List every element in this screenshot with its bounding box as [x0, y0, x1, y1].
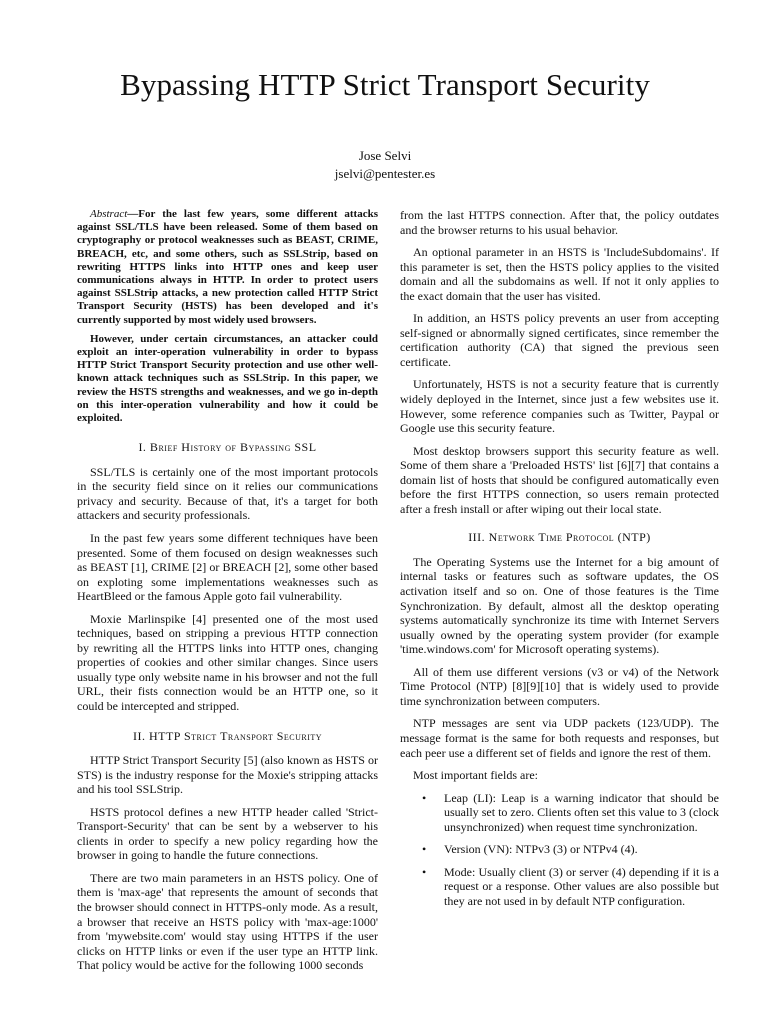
paper-title: Bypassing HTTP Strict Transport Security — [120, 67, 650, 102]
list-item-text: Version (VN): NTPv3 (3) or NTPv4 (4). — [444, 842, 638, 857]
right-column — [400, 208, 719, 916]
body-paragraph: There are two main parameters in an HSTS policy. One of them is 'max-age' that represents the amount of seconds that the browser should connect in HTTPS-only mode. As a result, a browser that receive an HSTS policy with 'max-age:1000' from 'mywebsite.com' would stay using HTTPS if the user clicks on HTTP links or even if the user type an HTTP link. That policy would be active for the following 1000 seconds — [77, 870, 378, 973]
bullet-icon: • — [422, 864, 427, 879]
body-paragraph: An optional parameter in an HSTS is 'IncludeSubdomains'. If this parameter is set, then the HSTS policy applies to the visited domain and all the subdomains as well. If not it only applies to the exact domain that the user has visited. — [400, 245, 719, 303]
body-paragraph-continued: from the last HTTPS connection. After that, the policy outdates and the browser returns to his usual behavior. — [400, 208, 719, 237]
body-paragraph: Unfortunately, HSTS is not a security feature that is currently widely deployed in the Internet, since just a few websites use it. However, some reference companies such as Twitter, Paypal or Google use this security feature. — [400, 377, 719, 436]
body-paragraph: All of them use different versions (v3 or v4) of the Network Time Protocol (NTP) [8][9][10] that is widely used to provide time synchronization between computers. — [400, 664, 719, 708]
body-paragraph: NTP messages are sent via UDP packets (123/UDP). The message format is the same for both requests and responses, but each peer use a different set of fields and ignore the rest of them. — [400, 716, 719, 760]
left-column — [77, 208, 378, 981]
list-item — [422, 842, 719, 857]
body-paragraph: Moxie Marlinspike [4] presented one of the most used techniques, based on stripping a previous HTTP connection by rewriting all the HTTPS links into HTTP ones, changing properties of cookies and other similar changes. Since users usually type only website name in his browser and not the full URL, their fists connection would be an HTTP one, so it could be intercepted and stripped. — [77, 611, 378, 713]
author-email: jselvi@pentester.es — [334, 166, 436, 181]
list-item — [422, 791, 719, 835]
body-paragraph: SSL/TLS is certainly one of the most important protocols in the security field since on it relies our communications privacy and security. Because of that, it's a target for both attackers and security professionals. — [77, 464, 378, 523]
body-paragraph: The Operating Systems use the Internet for a big amount of internal tasks or features such as software updates, the OS activation itself and so on. One of those features is the Time Synchronization. By default, almost all the desktop operating systems automatically synchronize its time with Internet Servers usually owned by the operating system provider (for example 'time.windows.com' for Microsoft operating systems). — [400, 554, 719, 657]
body-paragraph: Most desktop browsers support this security feature as well. Some of them share a 'Preloaded HSTS' list [6][7] that contains a domain list of hosts that should be configured automatically even before the first HTTPS connection, so users remain protected after a fresh install or after wiping out their local state. — [400, 443, 719, 516]
ntp-fields-list — [400, 791, 719, 909]
abstract-text: —For the last few years, some different attacks against SSL/TLS have been released. Some of them based on cryptography or protocol weaknesses such as BEAST, CRIME, BREACH, etc, and some others, such as SSLStrip, based on rewriting HTTPS links into HTTP ones and keep user communications always in HTTP. In order to protect users against SSLStrip attacks, a new protection called HTTP Strict Transport Security (HSTS) has been developed and it's currently supported by most widely used browsers. — [77, 208, 378, 326]
bullet-icon: • — [422, 790, 427, 805]
body-paragraph: In the past few years some different techniques have been presented. Some of them focused on design weaknesses such as BEAST [1], CRIME [2] or BREACH [2], some other based on exploting some implementations weaknesses such as HeartBleed or the famous Apple goto fail vulnerability. — [77, 530, 378, 604]
abstract-paragraph — [77, 208, 378, 327]
section-heading-1: I. Brief History of Bypassing SSL — [138, 440, 317, 455]
body-paragraph: Most important fields are: — [413, 768, 538, 783]
list-item-text: Mode: Usually client (3) or server (4) depending if it is a request or a response. Other values are also possible but they are not used in by default NTP configuration. — [444, 864, 719, 908]
list-item — [422, 865, 719, 909]
list-item-text: Leap (LI): Leap is a warning indicator that should be usually set to zero. Clients often set this value to 3 (clock unsynchronized) when request time synchronization. — [444, 790, 719, 834]
abstract-label: Abstract — [90, 208, 128, 220]
bullet-icon: • — [422, 842, 427, 857]
section-heading-3: III. Network Time Protocol (NTP) — [468, 530, 651, 545]
body-paragraph: HTTP Strict Transport Security [5] (also known as HSTS or STS) is the industry response for the Moxie's stripping attacks and his tool SSLStrip. — [77, 753, 378, 797]
body-paragraph: HSTS protocol defines a new HTTP header called 'Strict-Transport-Security' that can be sent by a webserver to his clients in order to specify a new policy regarding how the browser in going to handle the future connections. — [77, 804, 378, 863]
author-name: Jose Selvi — [358, 148, 412, 163]
section-heading-2: II. HTTP Strict Transport Security — [132, 728, 323, 743]
abstract-paragraph-2: However, under certain circumstances, an attacker could exploit an inter-operation vulnerability in order to bypass HTTP Strict Transport Security protection and use other well-known attack techniques such as SSLStrip. In this paper, we review the HSTS strengths and weaknesses, and we go in-depth on this inter-operation vulnerability and how it could be exploited. — [77, 332, 378, 425]
body-paragraph: In addition, an HSTS policy prevents an user from accepting self-signed or abnormally signed certificates, since remember the certification authority (CA) that signed the previous seen certificate. — [400, 311, 719, 369]
